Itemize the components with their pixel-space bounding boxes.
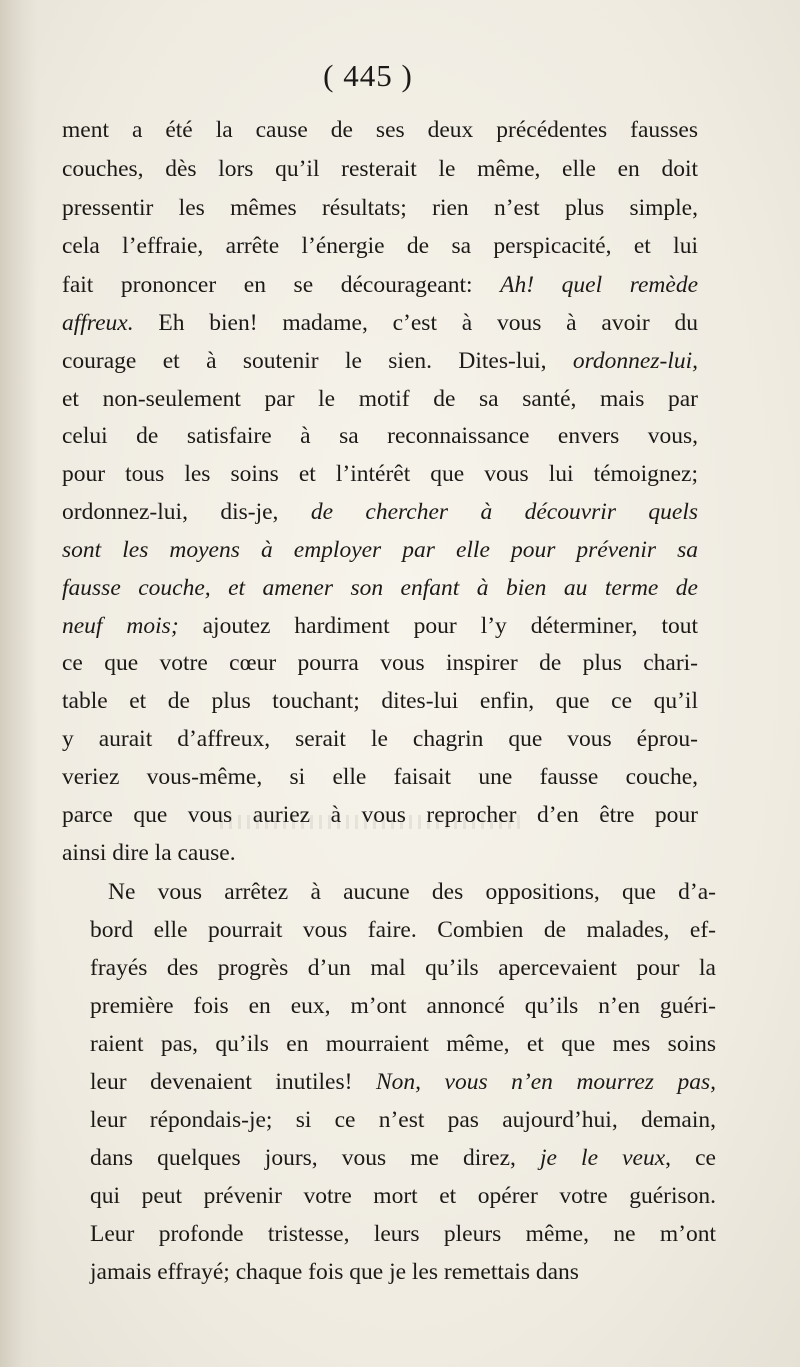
text-run: ajoutez hardiment pour l’y déterminer, tout [178, 613, 699, 639]
text-line [62, 533, 698, 567]
text-run: , ce [665, 1145, 716, 1171]
text-line [90, 1179, 716, 1213]
italic-text: Non, vous n’en mourrez pas, [375, 1069, 716, 1095]
text-line [62, 344, 698, 378]
text-run: veriez vous-même, si elle faisait une fausse couche, [62, 764, 698, 790]
text-run: jamais effrayé; chaque fois que je les remettais dans [90, 1259, 579, 1285]
italic-text: ordonnez-lui, [572, 348, 698, 374]
text-line [62, 495, 698, 529]
italic-text: de chercher à découvrir quels [310, 499, 698, 525]
text-line [62, 306, 698, 340]
text-run: fait prononcer en se décourageant: [62, 272, 501, 298]
text-run: pressentir les mêmes résultats; rien n’est plus simple, [62, 195, 698, 221]
text-run: y aurait d’affreux, serait le chagrin que vous éprou- [62, 726, 698, 752]
text-line [62, 229, 698, 263]
text-line [90, 1027, 716, 1061]
text-run: Leur profonde tristesse, leurs pleurs même, ne m’ont [90, 1221, 716, 1247]
text-line [62, 798, 698, 832]
text-line [90, 1103, 716, 1137]
text-run: bord elle pourrait vous faire. Combien de malades, ef- [90, 917, 716, 943]
text-run: pour tous les soins et l’intérêt que vous lui témoignez; [62, 461, 698, 487]
text-run: parce que vous auriez à vous reprocher d’en être pour [62, 802, 698, 828]
text-run: ce que votre cœur pourra vous inspirer de plus chari- [62, 650, 698, 676]
text-line [90, 913, 716, 947]
text-run: raient pas, qu’ils en mourraient même, et que mes soins [90, 1031, 716, 1057]
text-line [90, 1065, 716, 1099]
text-line [62, 609, 698, 643]
text-run: courage et à soutenir le sien. Dites-lui, [62, 348, 573, 374]
text-line [62, 152, 698, 186]
text-line [62, 191, 698, 225]
text-run: ainsi dire la cause. [62, 840, 236, 866]
page-number: ( 445 ) [323, 58, 413, 93]
text-run: frayés des progrès d’un mal qu’ils apercevaient pour la [90, 955, 716, 981]
italic-text: fausse couche, et amener son enfant à bien au terme de [62, 575, 698, 601]
text-run: celui de satisfaire à sa reconnaissance envers vous, [62, 423, 698, 449]
text-line [62, 382, 698, 416]
text-run: couches, dès lors qu’il resterait le même, elle en doit [62, 156, 698, 182]
text-line [90, 1217, 716, 1251]
text-run: qui peut prévenir votre mort et opérer votre guérison. [90, 1183, 716, 1209]
text-line [90, 1141, 716, 1175]
text-run: Ne vous arrêtez à aucune des oppositions, que d’a- [108, 879, 716, 905]
text-line [62, 571, 698, 605]
text-run: dans quelques jours, vous me direz, [90, 1145, 540, 1171]
text-line [62, 836, 698, 870]
page-gutter-shadow [0, 0, 38, 1367]
text-line [62, 646, 698, 680]
text-line [90, 1255, 716, 1289]
text-line [62, 684, 698, 718]
text-run: Eh bien! madame, c’est à vous à avoir du [133, 310, 698, 336]
text-line [62, 457, 698, 491]
text-run: leur devenaient inutiles! [90, 1069, 376, 1095]
italic-text: affreux. [62, 310, 134, 336]
text-line [108, 875, 716, 909]
text-line [90, 951, 716, 985]
italic-text: Ah! quel remède [500, 272, 698, 298]
text-line [62, 268, 698, 302]
text-run: première fois en eux, m’ont annoncé qu’ils n’en guéri- [90, 993, 716, 1019]
italic-text: je le veux [540, 1145, 666, 1171]
italic-text: sont les moyens à employer par elle pour prévenir sa [62, 537, 698, 563]
text-run: cela l’effraie, arrête l’énergie de sa perspicacité, et lui [62, 233, 698, 259]
text-run: ordonnez-lui, dis-je, [62, 499, 311, 525]
text-line [62, 722, 698, 756]
text-line [90, 989, 716, 1023]
text-run: ment a été la cause de ses deux précédentes fausses [62, 117, 698, 143]
italic-text: neuf mois; [62, 613, 179, 639]
text-line [62, 113, 698, 147]
text-run: et non-seulement par le motif de sa santé, mais par [62, 386, 698, 412]
text-run: table et de plus touchant; dites-lui enfin, que ce qu’il [62, 688, 698, 714]
text-line [62, 760, 698, 794]
text-line [62, 419, 698, 453]
text-run: leur répondais-je; si ce n’est pas aujourd’hui, demain, [90, 1107, 716, 1133]
